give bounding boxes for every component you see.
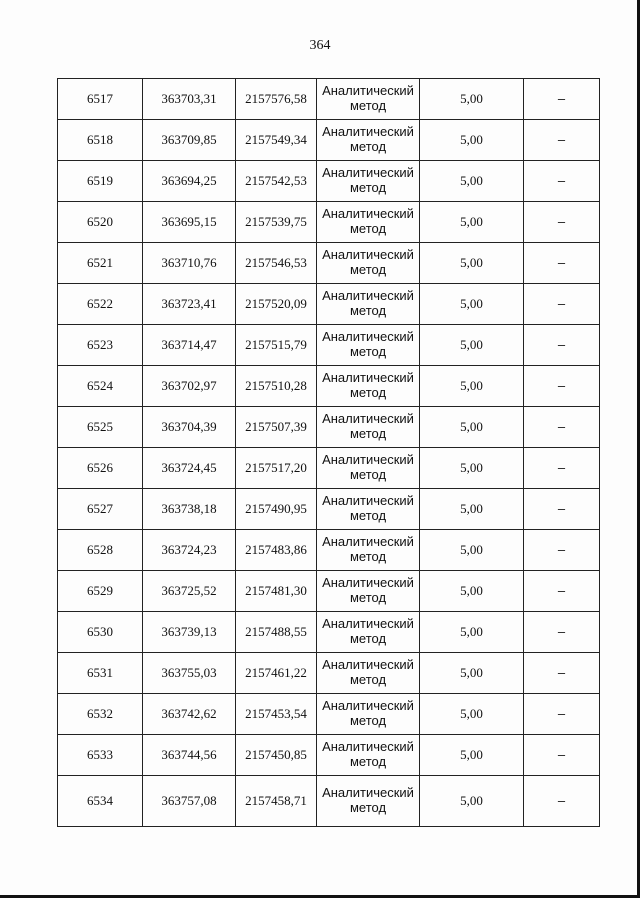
point-number-cell: 6530 [58, 612, 143, 653]
x-coordinate-cell: 363724,23 [143, 530, 236, 571]
accuracy-cell: 5,00 [420, 202, 524, 243]
method-cell: Аналитический метод [317, 407, 420, 448]
method-cell: Аналитический метод [317, 79, 420, 120]
coordinates-table [57, 78, 600, 827]
x-coordinate-cell: 363723,41 [143, 284, 236, 325]
table-row [58, 489, 600, 530]
method-cell: Аналитический метод [317, 448, 420, 489]
y-coordinate-cell: 2157488,55 [236, 612, 317, 653]
x-coordinate-cell: 363703,31 [143, 79, 236, 120]
x-coordinate-cell: 363710,76 [143, 243, 236, 284]
description-cell: – [524, 653, 600, 694]
y-coordinate-cell: 2157453,54 [236, 694, 317, 735]
description-cell: – [524, 694, 600, 735]
method-cell: Аналитический метод [317, 530, 420, 571]
point-number-cell: 6524 [58, 366, 143, 407]
accuracy-cell: 5,00 [420, 284, 524, 325]
accuracy-cell: 5,00 [420, 735, 524, 776]
y-coordinate-cell: 2157576,58 [236, 79, 317, 120]
table-row [58, 325, 600, 366]
point-number-cell: 6519 [58, 161, 143, 202]
accuracy-cell: 5,00 [420, 694, 524, 735]
accuracy-cell: 5,00 [420, 612, 524, 653]
table-row [58, 776, 600, 827]
point-number-cell: 6531 [58, 653, 143, 694]
x-coordinate-cell: 363739,13 [143, 612, 236, 653]
y-coordinate-cell: 2157510,28 [236, 366, 317, 407]
point-number-cell: 6517 [58, 79, 143, 120]
method-cell: Аналитический метод [317, 120, 420, 161]
method-cell: Аналитический метод [317, 161, 420, 202]
x-coordinate-cell: 363725,52 [143, 571, 236, 612]
description-cell: – [524, 776, 600, 827]
x-coordinate-cell: 363694,25 [143, 161, 236, 202]
y-coordinate-cell: 2157461,22 [236, 653, 317, 694]
table-row [58, 653, 600, 694]
y-coordinate-cell: 2157542,53 [236, 161, 317, 202]
accuracy-cell: 5,00 [420, 776, 524, 827]
description-cell: – [524, 571, 600, 612]
accuracy-cell: 5,00 [420, 243, 524, 284]
accuracy-cell: 5,00 [420, 407, 524, 448]
x-coordinate-cell: 363714,47 [143, 325, 236, 366]
table-row [58, 694, 600, 735]
table-body [58, 79, 600, 827]
description-cell: – [524, 407, 600, 448]
point-number-cell: 6523 [58, 325, 143, 366]
description-cell: – [524, 366, 600, 407]
table-row [58, 79, 600, 120]
x-coordinate-cell: 363738,18 [143, 489, 236, 530]
y-coordinate-cell: 2157520,09 [236, 284, 317, 325]
y-coordinate-cell: 2157450,85 [236, 735, 317, 776]
method-cell: Аналитический метод [317, 571, 420, 612]
x-coordinate-cell: 363724,45 [143, 448, 236, 489]
table-row [58, 202, 600, 243]
table-row [58, 530, 600, 571]
description-cell: – [524, 120, 600, 161]
x-coordinate-cell: 363704,39 [143, 407, 236, 448]
y-coordinate-cell: 2157515,79 [236, 325, 317, 366]
method-cell: Аналитический метод [317, 202, 420, 243]
point-number-cell: 6534 [58, 776, 143, 827]
method-cell: Аналитический метод [317, 243, 420, 284]
table-row [58, 120, 600, 161]
accuracy-cell: 5,00 [420, 79, 524, 120]
y-coordinate-cell: 2157458,71 [236, 776, 317, 827]
point-number-cell: 6525 [58, 407, 143, 448]
x-coordinate-cell: 363757,08 [143, 776, 236, 827]
accuracy-cell: 5,00 [420, 530, 524, 571]
accuracy-cell: 5,00 [420, 448, 524, 489]
description-cell: – [524, 284, 600, 325]
y-coordinate-cell: 2157507,39 [236, 407, 317, 448]
method-cell: Аналитический метод [317, 776, 420, 827]
table-row [58, 366, 600, 407]
y-coordinate-cell: 2157481,30 [236, 571, 317, 612]
accuracy-cell: 5,00 [420, 489, 524, 530]
description-cell: – [524, 735, 600, 776]
description-cell: – [524, 325, 600, 366]
point-number-cell: 6533 [58, 735, 143, 776]
point-number-cell: 6526 [58, 448, 143, 489]
point-number-cell: 6521 [58, 243, 143, 284]
y-coordinate-cell: 2157539,75 [236, 202, 317, 243]
x-coordinate-cell: 363702,97 [143, 366, 236, 407]
accuracy-cell: 5,00 [420, 366, 524, 407]
y-coordinate-cell: 2157517,20 [236, 448, 317, 489]
table-row [58, 243, 600, 284]
y-coordinate-cell: 2157546,53 [236, 243, 317, 284]
point-number-cell: 6532 [58, 694, 143, 735]
point-number-cell: 6528 [58, 530, 143, 571]
description-cell: – [524, 202, 600, 243]
accuracy-cell: 5,00 [420, 120, 524, 161]
y-coordinate-cell: 2157483,86 [236, 530, 317, 571]
x-coordinate-cell: 363744,56 [143, 735, 236, 776]
table-row [58, 735, 600, 776]
table-row [58, 571, 600, 612]
accuracy-cell: 5,00 [420, 325, 524, 366]
page-number: 364 [309, 38, 331, 53]
point-number-cell: 6518 [58, 120, 143, 161]
method-cell: Аналитический метод [317, 284, 420, 325]
method-cell: Аналитический метод [317, 325, 420, 366]
method-cell: Аналитический метод [317, 366, 420, 407]
description-cell: – [524, 530, 600, 571]
y-coordinate-cell: 2157549,34 [236, 120, 317, 161]
x-coordinate-cell: 363755,03 [143, 653, 236, 694]
x-coordinate-cell: 363695,15 [143, 202, 236, 243]
point-number-cell: 6522 [58, 284, 143, 325]
description-cell: – [524, 243, 600, 284]
method-cell: Аналитический метод [317, 489, 420, 530]
method-cell: Аналитический метод [317, 694, 420, 735]
description-cell: – [524, 79, 600, 120]
description-cell: – [524, 489, 600, 530]
table-row [58, 407, 600, 448]
method-cell: Аналитический метод [317, 612, 420, 653]
accuracy-cell: 5,00 [420, 161, 524, 202]
x-coordinate-cell: 363742,62 [143, 694, 236, 735]
description-cell: – [524, 161, 600, 202]
point-number-cell: 6529 [58, 571, 143, 612]
accuracy-cell: 5,00 [420, 571, 524, 612]
description-cell: – [524, 448, 600, 489]
y-coordinate-cell: 2157490,95 [236, 489, 317, 530]
table-row [58, 448, 600, 489]
method-cell: Аналитический метод [317, 653, 420, 694]
accuracy-cell: 5,00 [420, 653, 524, 694]
table-row [58, 612, 600, 653]
description-cell: – [524, 612, 600, 653]
method-cell: Аналитический метод [317, 735, 420, 776]
point-number-cell: 6520 [58, 202, 143, 243]
point-number-cell: 6527 [58, 489, 143, 530]
x-coordinate-cell: 363709,85 [143, 120, 236, 161]
table-row [58, 161, 600, 202]
table-row [58, 284, 600, 325]
